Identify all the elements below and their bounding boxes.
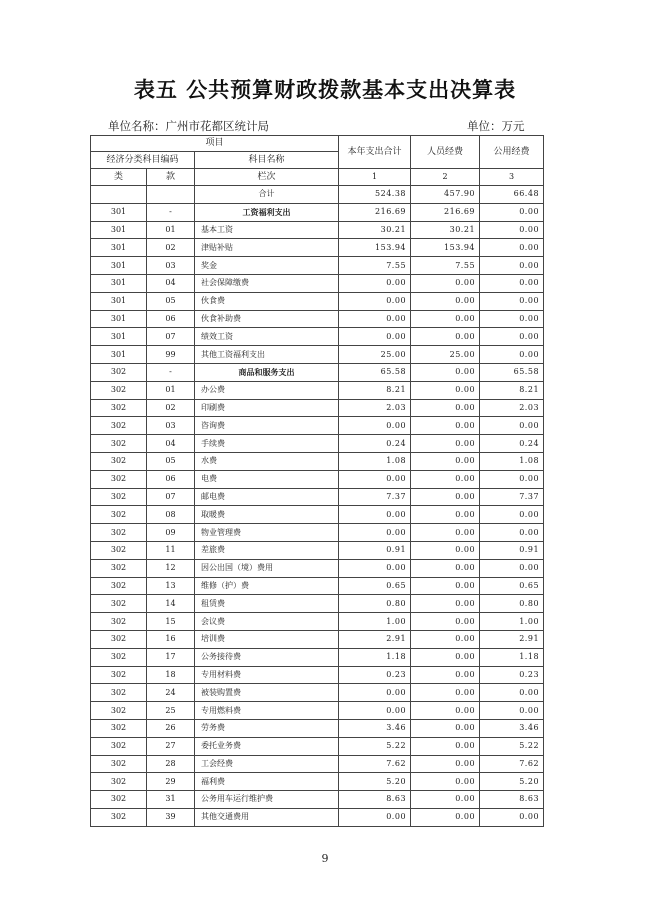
table-row bbox=[91, 630, 544, 648]
table-row bbox=[91, 257, 544, 275]
row-public: 7.62 bbox=[480, 755, 544, 773]
table-row bbox=[91, 399, 544, 417]
table-row bbox=[91, 684, 544, 702]
row-kuan: 29 bbox=[147, 773, 195, 791]
header-index-3: 3 bbox=[480, 169, 544, 186]
row-kuan: 02 bbox=[147, 239, 195, 257]
row-public: 0.00 bbox=[480, 684, 544, 702]
row-public: 5.22 bbox=[480, 737, 544, 755]
row-total: 0.00 bbox=[339, 310, 411, 328]
row-total: 0.65 bbox=[339, 577, 411, 595]
row-kuan: 25 bbox=[147, 702, 195, 720]
row-subject-name: 劳务费 bbox=[195, 719, 339, 737]
row-staff: 25.00 bbox=[411, 346, 480, 364]
row-public: 2.91 bbox=[480, 630, 544, 648]
row-subject-name: 电费 bbox=[195, 470, 339, 488]
row-lei: 302 bbox=[91, 755, 147, 773]
row-kuan: 05 bbox=[147, 452, 195, 470]
row-staff: 0.00 bbox=[411, 274, 480, 292]
header-row-3 bbox=[91, 169, 544, 186]
row-lei: 302 bbox=[91, 559, 147, 577]
row-total: 0.00 bbox=[339, 702, 411, 720]
row-lei: 301 bbox=[91, 292, 147, 310]
row-lei: 302 bbox=[91, 435, 147, 453]
table-row bbox=[91, 292, 544, 310]
row-subject-name: 公务用车运行维护费 bbox=[195, 791, 339, 809]
row-subject-name: 福利费 bbox=[195, 773, 339, 791]
total-public: 66.48 bbox=[480, 186, 544, 204]
row-total: 8.21 bbox=[339, 381, 411, 399]
row-lei: 302 bbox=[91, 452, 147, 470]
row-lei: 302 bbox=[91, 808, 147, 826]
table-row bbox=[91, 221, 544, 239]
row-total: 65.58 bbox=[339, 363, 411, 381]
row-subject-name: 社会保障缴费 bbox=[195, 274, 339, 292]
row-subject-name: 基本工资 bbox=[195, 221, 339, 239]
row-total: 0.80 bbox=[339, 595, 411, 613]
table-row bbox=[91, 719, 544, 737]
row-kuan: 17 bbox=[147, 648, 195, 666]
row-staff: 7.55 bbox=[411, 257, 480, 275]
row-lei: 302 bbox=[91, 595, 147, 613]
row-lei: 302 bbox=[91, 648, 147, 666]
row-kuan: 24 bbox=[147, 684, 195, 702]
header-row-1 bbox=[91, 136, 544, 152]
row-subject-name: 会议费 bbox=[195, 613, 339, 631]
row-kuan: 99 bbox=[147, 346, 195, 364]
table-row bbox=[91, 470, 544, 488]
row-total: 1.18 bbox=[339, 648, 411, 666]
row-staff: 0.00 bbox=[411, 684, 480, 702]
row-lei: 302 bbox=[91, 630, 147, 648]
row-subject-name: 邮电费 bbox=[195, 488, 339, 506]
row-lei: 302 bbox=[91, 684, 147, 702]
row-subject-name: 咨询费 bbox=[195, 417, 339, 435]
row-lei: 302 bbox=[91, 773, 147, 791]
row-total: 1.08 bbox=[339, 452, 411, 470]
row-kuan: 27 bbox=[147, 737, 195, 755]
row-public: 0.00 bbox=[480, 257, 544, 275]
row-lei: 302 bbox=[91, 363, 147, 381]
row-kuan: 01 bbox=[147, 221, 195, 239]
row-lei: 302 bbox=[91, 666, 147, 684]
row-public: 0.91 bbox=[480, 541, 544, 559]
row-public: 0.00 bbox=[480, 274, 544, 292]
header-lanci: 栏次 bbox=[195, 169, 339, 186]
row-staff: 0.00 bbox=[411, 755, 480, 773]
row-public: 0.00 bbox=[480, 470, 544, 488]
row-lei: 301 bbox=[91, 221, 147, 239]
row-kuan: 05 bbox=[147, 292, 195, 310]
total-kuan bbox=[147, 186, 195, 204]
row-subject-name: 工会经费 bbox=[195, 755, 339, 773]
row-public: 1.08 bbox=[480, 452, 544, 470]
row-staff: 0.00 bbox=[411, 381, 480, 399]
header-project: 项目 bbox=[91, 136, 339, 152]
header-staff: 人员经费 bbox=[411, 136, 480, 169]
row-lei: 301 bbox=[91, 328, 147, 346]
row-staff: 0.00 bbox=[411, 666, 480, 684]
row-lei: 302 bbox=[91, 702, 147, 720]
row-public: 2.03 bbox=[480, 399, 544, 417]
row-total: 25.00 bbox=[339, 346, 411, 364]
table-row bbox=[91, 648, 544, 666]
row-kuan: 39 bbox=[147, 808, 195, 826]
row-kuan: 28 bbox=[147, 755, 195, 773]
table-row bbox=[91, 417, 544, 435]
row-kuan: 15 bbox=[147, 613, 195, 631]
row-kuan: 02 bbox=[147, 399, 195, 417]
row-public: 0.00 bbox=[480, 310, 544, 328]
row-total: 0.00 bbox=[339, 506, 411, 524]
table-row bbox=[91, 346, 544, 364]
row-public: 8.63 bbox=[480, 791, 544, 809]
row-staff: 0.00 bbox=[411, 488, 480, 506]
row-subject-name: 培训费 bbox=[195, 630, 339, 648]
row-staff: 0.00 bbox=[411, 452, 480, 470]
row-total: 2.91 bbox=[339, 630, 411, 648]
row-total: 0.00 bbox=[339, 417, 411, 435]
row-staff: 0.00 bbox=[411, 577, 480, 595]
row-total: 5.20 bbox=[339, 773, 411, 791]
row-kuan: 13 bbox=[147, 577, 195, 595]
row-staff: 0.00 bbox=[411, 719, 480, 737]
row-staff: 0.00 bbox=[411, 808, 480, 826]
table-row bbox=[91, 808, 544, 826]
row-staff: 0.00 bbox=[411, 470, 480, 488]
page-number: 9 bbox=[321, 852, 329, 865]
row-total: 0.23 bbox=[339, 666, 411, 684]
row-kuan: 03 bbox=[147, 257, 195, 275]
table-row bbox=[91, 559, 544, 577]
row-public: 0.00 bbox=[480, 328, 544, 346]
row-staff: 0.00 bbox=[411, 630, 480, 648]
row-public: 1.00 bbox=[480, 613, 544, 631]
row-total: 216.69 bbox=[339, 203, 411, 221]
row-subject-name: 手续费 bbox=[195, 435, 339, 453]
row-subject-name: 津贴补贴 bbox=[195, 239, 339, 257]
header-total: 本年支出合计 bbox=[339, 136, 411, 169]
table-row bbox=[91, 363, 544, 381]
row-public: 0.00 bbox=[480, 808, 544, 826]
row-kuan: - bbox=[147, 363, 195, 381]
row-kuan: 18 bbox=[147, 666, 195, 684]
row-kuan: 09 bbox=[147, 524, 195, 542]
row-public: 0.00 bbox=[480, 203, 544, 221]
row-subject-name: 其他交通费用 bbox=[195, 808, 339, 826]
table-row bbox=[91, 381, 544, 399]
table-row bbox=[91, 524, 544, 542]
row-lei: 302 bbox=[91, 417, 147, 435]
table-row bbox=[91, 541, 544, 559]
row-kuan: 12 bbox=[147, 559, 195, 577]
row-total: 0.00 bbox=[339, 684, 411, 702]
table-row bbox=[91, 595, 544, 613]
row-kuan: 08 bbox=[147, 506, 195, 524]
row-lei: 302 bbox=[91, 524, 147, 542]
row-subject-name: 印刷费 bbox=[195, 399, 339, 417]
row-lei: 302 bbox=[91, 719, 147, 737]
row-lei: 301 bbox=[91, 257, 147, 275]
row-kuan: 07 bbox=[147, 328, 195, 346]
row-total: 0.00 bbox=[339, 328, 411, 346]
row-staff: 0.00 bbox=[411, 559, 480, 577]
total-amount: 524.38 bbox=[339, 186, 411, 204]
table-row bbox=[91, 613, 544, 631]
table-row bbox=[91, 773, 544, 791]
row-staff: 0.00 bbox=[411, 613, 480, 631]
row-kuan: 03 bbox=[147, 417, 195, 435]
row-public: 7.37 bbox=[480, 488, 544, 506]
expenditure-table bbox=[90, 135, 544, 827]
row-public: 0.65 bbox=[480, 577, 544, 595]
row-staff: 0.00 bbox=[411, 363, 480, 381]
row-kuan: 11 bbox=[147, 541, 195, 559]
row-subject-name: 委托业务费 bbox=[195, 737, 339, 755]
row-lei: 302 bbox=[91, 737, 147, 755]
row-staff: 0.00 bbox=[411, 399, 480, 417]
row-kuan: - bbox=[147, 203, 195, 221]
row-total: 0.00 bbox=[339, 808, 411, 826]
row-lei: 302 bbox=[91, 791, 147, 809]
row-kuan: 06 bbox=[147, 310, 195, 328]
row-total: 1.00 bbox=[339, 613, 411, 631]
row-subject-name: 伙食补助费 bbox=[195, 310, 339, 328]
table-row bbox=[91, 577, 544, 595]
row-kuan: 14 bbox=[147, 595, 195, 613]
unit-name: 单位名称：广州市花都区统计局 bbox=[108, 119, 269, 133]
row-lei: 302 bbox=[91, 470, 147, 488]
row-public: 0.00 bbox=[480, 417, 544, 435]
row-public: 0.00 bbox=[480, 506, 544, 524]
row-subject-name: 奖金 bbox=[195, 257, 339, 275]
row-public: 1.18 bbox=[480, 648, 544, 666]
row-staff: 0.00 bbox=[411, 292, 480, 310]
row-subject-name: 因公出国（境）费用 bbox=[195, 559, 339, 577]
row-staff: 30.21 bbox=[411, 221, 480, 239]
row-subject-name: 商品和服务支出 bbox=[195, 363, 339, 381]
table-row bbox=[91, 666, 544, 684]
total-label: 合计 bbox=[195, 186, 339, 204]
row-subject-name: 专用燃料费 bbox=[195, 702, 339, 720]
row-lei: 302 bbox=[91, 488, 147, 506]
header-subject-name: 科目名称 bbox=[195, 152, 339, 169]
header-public: 公用经费 bbox=[480, 136, 544, 169]
row-public: 0.00 bbox=[480, 559, 544, 577]
row-subject-name: 维修（护）费 bbox=[195, 577, 339, 595]
header-econ-code: 经济分类科目编码 bbox=[91, 152, 195, 169]
row-public: 0.00 bbox=[480, 346, 544, 364]
row-lei: 301 bbox=[91, 203, 147, 221]
row-total: 7.37 bbox=[339, 488, 411, 506]
row-lei: 301 bbox=[91, 274, 147, 292]
table-row bbox=[91, 452, 544, 470]
total-lei bbox=[91, 186, 147, 204]
row-total: 0.00 bbox=[339, 524, 411, 542]
table-row bbox=[91, 791, 544, 809]
row-kuan: 16 bbox=[147, 630, 195, 648]
row-staff: 0.00 bbox=[411, 648, 480, 666]
row-subject-name: 差旅费 bbox=[195, 541, 339, 559]
row-subject-name: 被装购置费 bbox=[195, 684, 339, 702]
header-index-2: 2 bbox=[411, 169, 480, 186]
currency-unit: 单位：万元 bbox=[467, 119, 525, 133]
row-kuan: 04 bbox=[147, 435, 195, 453]
row-staff: 153.94 bbox=[411, 239, 480, 257]
row-lei: 301 bbox=[91, 310, 147, 328]
row-lei: 301 bbox=[91, 239, 147, 257]
table-row bbox=[91, 488, 544, 506]
row-public: 65.58 bbox=[480, 363, 544, 381]
row-lei: 301 bbox=[91, 346, 147, 364]
table-body bbox=[91, 136, 544, 827]
row-staff: 0.00 bbox=[411, 417, 480, 435]
row-staff: 0.00 bbox=[411, 541, 480, 559]
row-total: 3.46 bbox=[339, 719, 411, 737]
row-total: 0.00 bbox=[339, 274, 411, 292]
row-subject-name: 专用材料费 bbox=[195, 666, 339, 684]
row-subject-name: 其他工资福利支出 bbox=[195, 346, 339, 364]
row-public: 0.00 bbox=[480, 292, 544, 310]
row-lei: 302 bbox=[91, 541, 147, 559]
row-total: 0.24 bbox=[339, 435, 411, 453]
row-lei: 302 bbox=[91, 577, 147, 595]
header-index-1: 1 bbox=[339, 169, 411, 186]
row-lei: 302 bbox=[91, 399, 147, 417]
row-staff: 0.00 bbox=[411, 702, 480, 720]
row-total: 7.62 bbox=[339, 755, 411, 773]
row-subject-name: 工资福利支出 bbox=[195, 203, 339, 221]
row-subject-name: 公务接待费 bbox=[195, 648, 339, 666]
row-kuan: 06 bbox=[147, 470, 195, 488]
table-row bbox=[91, 737, 544, 755]
table-row bbox=[91, 310, 544, 328]
row-total: 8.63 bbox=[339, 791, 411, 809]
row-public: 8.21 bbox=[480, 381, 544, 399]
row-total: 2.03 bbox=[339, 399, 411, 417]
row-staff: 0.00 bbox=[411, 328, 480, 346]
row-public: 0.00 bbox=[480, 702, 544, 720]
row-staff: 0.00 bbox=[411, 595, 480, 613]
table-row bbox=[91, 203, 544, 221]
row-total: 5.22 bbox=[339, 737, 411, 755]
row-public: 0.24 bbox=[480, 435, 544, 453]
row-total: 0.00 bbox=[339, 559, 411, 577]
row-public: 0.00 bbox=[480, 221, 544, 239]
row-kuan: 26 bbox=[147, 719, 195, 737]
row-subject-name: 绩效工资 bbox=[195, 328, 339, 346]
page-title: 表五 公共预算财政拨款基本支出决算表 bbox=[133, 78, 517, 102]
table-row bbox=[91, 702, 544, 720]
row-total: 0.00 bbox=[339, 470, 411, 488]
row-kuan: 01 bbox=[147, 381, 195, 399]
table-row bbox=[91, 274, 544, 292]
header-lei: 类 bbox=[91, 169, 147, 186]
row-staff: 0.00 bbox=[411, 310, 480, 328]
row-subject-name: 水费 bbox=[195, 452, 339, 470]
row-staff: 0.00 bbox=[411, 506, 480, 524]
row-staff: 0.00 bbox=[411, 791, 480, 809]
row-staff: 0.00 bbox=[411, 737, 480, 755]
row-public: 0.23 bbox=[480, 666, 544, 684]
table-row bbox=[91, 328, 544, 346]
row-total: 0.00 bbox=[339, 292, 411, 310]
row-total: 7.55 bbox=[339, 257, 411, 275]
row-lei: 302 bbox=[91, 613, 147, 631]
row-kuan: 07 bbox=[147, 488, 195, 506]
table-row bbox=[91, 239, 544, 257]
row-lei: 302 bbox=[91, 381, 147, 399]
total-staff: 457.90 bbox=[411, 186, 480, 204]
row-staff: 0.00 bbox=[411, 524, 480, 542]
row-public: 0.80 bbox=[480, 595, 544, 613]
row-staff: 0.00 bbox=[411, 773, 480, 791]
row-total: 0.91 bbox=[339, 541, 411, 559]
total-row bbox=[91, 186, 544, 204]
table-row bbox=[91, 435, 544, 453]
row-subject-name: 办公费 bbox=[195, 381, 339, 399]
row-public: 5.20 bbox=[480, 773, 544, 791]
row-subject-name: 取暖费 bbox=[195, 506, 339, 524]
row-total: 30.21 bbox=[339, 221, 411, 239]
row-staff: 216.69 bbox=[411, 203, 480, 221]
row-public: 0.00 bbox=[480, 524, 544, 542]
header-kuan: 款 bbox=[147, 169, 195, 186]
table-row bbox=[91, 755, 544, 773]
row-subject-name: 伙食费 bbox=[195, 292, 339, 310]
row-public: 3.46 bbox=[480, 719, 544, 737]
row-staff: 0.00 bbox=[411, 435, 480, 453]
row-kuan: 04 bbox=[147, 274, 195, 292]
row-kuan: 31 bbox=[147, 791, 195, 809]
row-subject-name: 租赁费 bbox=[195, 595, 339, 613]
row-subject-name: 物业管理费 bbox=[195, 524, 339, 542]
table-row bbox=[91, 506, 544, 524]
row-lei: 302 bbox=[91, 506, 147, 524]
row-total: 153.94 bbox=[339, 239, 411, 257]
row-public: 0.00 bbox=[480, 239, 544, 257]
